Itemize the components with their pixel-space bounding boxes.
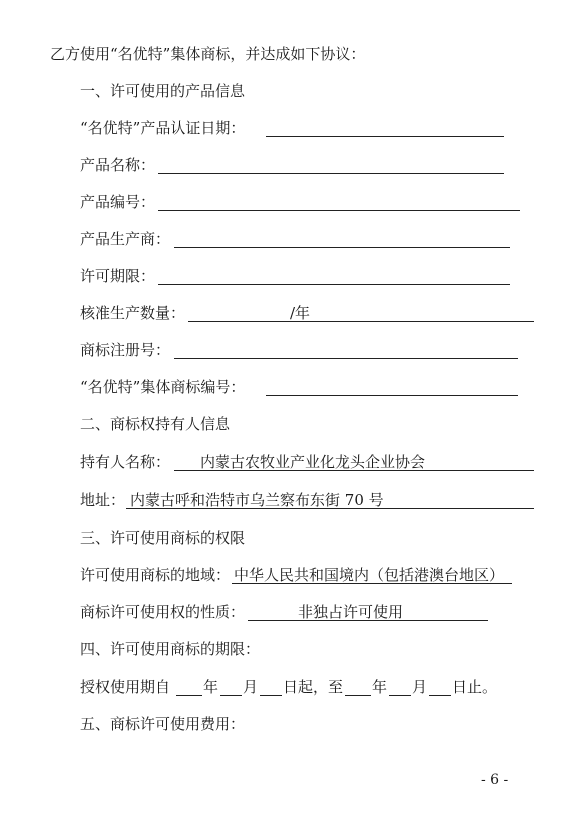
approved-qty-unit: /年 — [290, 304, 311, 322]
period-day-end: 日止。 — [452, 678, 498, 696]
field-label-license-period: 许可期限： — [80, 267, 156, 285]
blank-product-name — [158, 173, 504, 174]
field-label-product-name: 产品名称： — [80, 156, 156, 174]
blank-approved-qty — [188, 321, 534, 322]
blank-start-year — [176, 695, 202, 696]
blank-collective-tm-no — [266, 395, 518, 396]
blank-end-day — [429, 695, 451, 696]
territory-value: 中华人民共和国境内（包括港澳台地区） — [234, 566, 505, 584]
period-month-1: 月 — [243, 678, 259, 696]
field-label-approved-qty: 核准生产数量： — [80, 304, 186, 322]
field-label-holder-name: 持有人名称： — [80, 453, 171, 471]
field-label-tm-reg-no: 商标注册号： — [80, 341, 171, 359]
holder-name-value: 内蒙古农牧业产业化龙头企业协会 — [200, 453, 426, 471]
right-nature-value: 非独占许可使用 — [298, 603, 404, 621]
section-heading-5: 五、商标许可使用费用： — [80, 715, 246, 733]
field-label-manufacturer: 产品生产商： — [80, 230, 171, 248]
blank-end-month — [389, 695, 411, 696]
page-number: - 6 - — [481, 772, 509, 788]
field-label-territory: 许可使用商标的地域： — [80, 566, 231, 584]
section-heading-4: 四、许可使用商标的期限： — [80, 640, 261, 658]
field-label-address: 地址： — [80, 491, 126, 509]
period-year-2: 年 — [372, 678, 388, 696]
blank-start-day — [260, 695, 282, 696]
period-month-2: 月 — [412, 678, 428, 696]
blank-tm-reg-no — [174, 358, 518, 359]
section-heading-3: 三、许可使用商标的权限 — [80, 529, 246, 547]
section-heading-2: 二、商标权持有人信息 — [80, 415, 231, 433]
field-label-product-code: 产品编号： — [80, 193, 156, 211]
address-value: 内蒙古呼和浩特市乌兰察布东街 70 号 — [130, 491, 384, 509]
blank-start-month — [220, 695, 242, 696]
period-year-1: 年 — [203, 678, 219, 696]
period-prefix: 授权使用期自 — [80, 678, 171, 696]
blank-manufacturer — [174, 247, 510, 248]
blank-end-year — [345, 695, 371, 696]
period-day-from: 日起，至 — [283, 678, 344, 696]
blank-cert-date — [266, 136, 504, 137]
field-label-cert-date: “名优特”产品认证日期： — [80, 119, 246, 137]
blank-license-period — [158, 284, 510, 285]
field-label-right-nature: 商标许可使用权的性质： — [80, 603, 246, 621]
intro-text: 乙方使用“名优特”集体商标，并达成如下协议： — [50, 45, 366, 63]
section-heading-1: 一、许可使用的产品信息 — [80, 82, 246, 100]
blank-product-code — [158, 210, 520, 211]
field-label-collective-tm-no: “名优特”集体商标编号： — [80, 378, 246, 396]
